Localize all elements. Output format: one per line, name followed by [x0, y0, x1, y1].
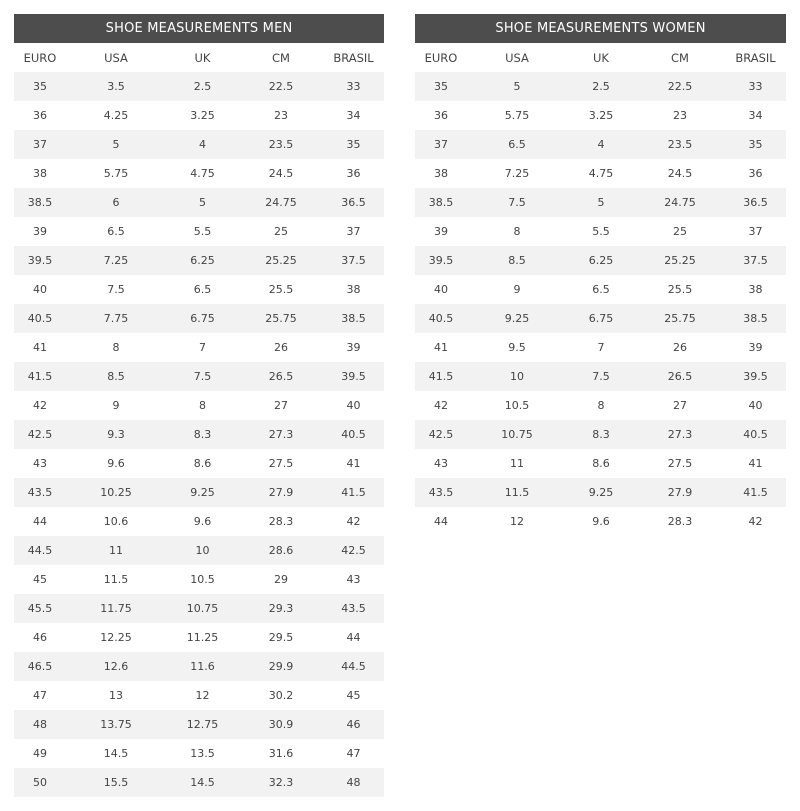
- cell-euro: 42.5: [415, 420, 467, 449]
- cell-euro: 46.5: [14, 652, 66, 681]
- table-row: [415, 391, 786, 420]
- cell-uk: 12.75: [166, 710, 239, 739]
- cell-brasil: 36: [725, 159, 786, 188]
- cell-brasil: 37: [725, 217, 786, 246]
- cell-euro: 39: [14, 217, 66, 246]
- cell-euro: 47: [14, 681, 66, 710]
- women-column-header-usa: USA: [505, 50, 529, 65]
- cell-cm: 25.5: [635, 275, 725, 304]
- table-row: [14, 217, 384, 246]
- cell-brasil: 45: [323, 681, 384, 710]
- cell-euro: 43: [415, 449, 467, 478]
- cell-cm: 25.25: [239, 246, 323, 275]
- cell-usa: 9: [66, 391, 166, 420]
- cell-euro: 37: [14, 130, 66, 159]
- cell-euro: 38: [415, 159, 467, 188]
- men-column-header-euro: EURO: [23, 50, 57, 65]
- men-column-header-cm: CM: [272, 50, 290, 65]
- cell-euro: 42: [415, 391, 467, 420]
- cell-uk: 8.3: [567, 420, 635, 449]
- table-row: [415, 72, 786, 101]
- cell-brasil: 42: [323, 507, 384, 536]
- men-table-body: [14, 72, 384, 797]
- cell-cm: 27.3: [635, 420, 725, 449]
- cell-brasil: 42: [725, 507, 786, 536]
- table-row: [14, 681, 384, 710]
- cell-usa: 12.6: [66, 652, 166, 681]
- cell-usa: 10.6: [66, 507, 166, 536]
- cell-cm: 27.9: [239, 478, 323, 507]
- cell-uk: 2.5: [567, 72, 635, 101]
- cell-euro: 40.5: [415, 304, 467, 333]
- cell-euro: 45: [14, 565, 66, 594]
- cell-uk: 7: [567, 333, 635, 362]
- cell-euro: 49: [14, 739, 66, 768]
- cell-cm: 26: [239, 333, 323, 362]
- cell-brasil: 41.5: [323, 478, 384, 507]
- cell-brasil: 39: [725, 333, 786, 362]
- women-table-title: SHOE MEASUREMENTS WOMEN: [415, 14, 786, 43]
- table-row: [14, 710, 384, 739]
- cell-usa: 8: [66, 333, 166, 362]
- cell-euro: 37: [415, 130, 467, 159]
- cell-usa: 13: [66, 681, 166, 710]
- cell-cm: 23: [635, 101, 725, 130]
- men-column-header-row: [14, 43, 384, 72]
- table-row: [415, 449, 786, 478]
- cell-euro: 38.5: [415, 188, 467, 217]
- cell-brasil: 44: [323, 623, 384, 652]
- cell-cm: 29: [239, 565, 323, 594]
- cell-brasil: 38.5: [725, 304, 786, 333]
- cell-brasil: 33: [323, 72, 384, 101]
- cell-uk: 3.25: [567, 101, 635, 130]
- cell-euro: 38.5: [14, 188, 66, 217]
- cell-euro: 41: [14, 333, 66, 362]
- cell-cm: 25: [239, 217, 323, 246]
- cell-brasil: 36.5: [323, 188, 384, 217]
- table-row: [14, 768, 384, 797]
- cell-euro: 36: [415, 101, 467, 130]
- cell-usa: 6.5: [66, 217, 166, 246]
- cell-uk: 5.5: [567, 217, 635, 246]
- cell-brasil: 37: [323, 217, 384, 246]
- cell-euro: 46: [14, 623, 66, 652]
- cell-euro: 38: [14, 159, 66, 188]
- cell-euro: 39.5: [415, 246, 467, 275]
- men-column-header-brasil: BRASIL: [333, 50, 374, 65]
- cell-brasil: 35: [323, 130, 384, 159]
- cell-uk: 10: [166, 536, 239, 565]
- cell-usa: 10.5: [467, 391, 567, 420]
- cell-cm: 24.5: [239, 159, 323, 188]
- cell-uk: 8: [166, 391, 239, 420]
- cell-uk: 5.5: [166, 217, 239, 246]
- cell-uk: 7.5: [567, 362, 635, 391]
- women-column-header-row: [415, 43, 786, 72]
- cell-usa: 12.25: [66, 623, 166, 652]
- cell-brasil: 40.5: [323, 420, 384, 449]
- cell-usa: 10: [467, 362, 567, 391]
- cell-cm: 24.5: [635, 159, 725, 188]
- cell-cm: 29.9: [239, 652, 323, 681]
- cell-usa: 8.5: [467, 246, 567, 275]
- cell-cm: 27.5: [239, 449, 323, 478]
- table-row: [415, 130, 786, 159]
- cell-cm: 25.75: [635, 304, 725, 333]
- table-row: [415, 362, 786, 391]
- cell-euro: 44: [14, 507, 66, 536]
- cell-euro: 43: [14, 449, 66, 478]
- table-row: [415, 420, 786, 449]
- cell-usa: 11: [66, 536, 166, 565]
- cell-euro: 41: [415, 333, 467, 362]
- table-row: [14, 420, 384, 449]
- cell-brasil: 37.5: [725, 246, 786, 275]
- cell-cm: 28.3: [239, 507, 323, 536]
- women-column-header-euro: EURO: [424, 50, 458, 65]
- cell-cm: 30.9: [239, 710, 323, 739]
- cell-cm: 27.5: [635, 449, 725, 478]
- cell-euro: 36: [14, 101, 66, 130]
- cell-usa: 3.5: [66, 72, 166, 101]
- cell-brasil: 34: [725, 101, 786, 130]
- table-row: [14, 652, 384, 681]
- cell-uk: 3.25: [166, 101, 239, 130]
- cell-uk: 6.25: [166, 246, 239, 275]
- cell-uk: 4.75: [166, 159, 239, 188]
- cell-euro: 43.5: [415, 478, 467, 507]
- cell-uk: 4: [166, 130, 239, 159]
- cell-euro: 41.5: [415, 362, 467, 391]
- cell-usa: 7.75: [66, 304, 166, 333]
- cell-usa: 9.6: [66, 449, 166, 478]
- table-row: [14, 188, 384, 217]
- cell-usa: 6.5: [467, 130, 567, 159]
- cell-cm: 27.9: [635, 478, 725, 507]
- cell-usa: 5: [467, 72, 567, 101]
- table-row: [14, 130, 384, 159]
- cell-usa: 5.75: [66, 159, 166, 188]
- cell-uk: 13.5: [166, 739, 239, 768]
- men-column-header-usa: USA: [104, 50, 128, 65]
- table-row: [415, 159, 786, 188]
- cell-usa: 10.25: [66, 478, 166, 507]
- cell-brasil: 46: [323, 710, 384, 739]
- cell-uk: 11.6: [166, 652, 239, 681]
- table-row: [14, 304, 384, 333]
- table-row: [415, 333, 786, 362]
- cell-usa: 4.25: [66, 101, 166, 130]
- cell-brasil: 39: [323, 333, 384, 362]
- cell-uk: 10.5: [166, 565, 239, 594]
- cell-usa: 8.5: [66, 362, 166, 391]
- cell-brasil: 36.5: [725, 188, 786, 217]
- cell-uk: 9.6: [166, 507, 239, 536]
- cell-usa: 11.5: [66, 565, 166, 594]
- cell-euro: 39: [415, 217, 467, 246]
- table-row: [14, 739, 384, 768]
- cell-usa: 11.5: [467, 478, 567, 507]
- table-row: [415, 304, 786, 333]
- cell-cm: 22.5: [635, 72, 725, 101]
- men-size-table: [14, 14, 384, 797]
- cell-uk: 9.6: [567, 507, 635, 536]
- cell-cm: 26.5: [635, 362, 725, 391]
- cell-cm: 29.3: [239, 594, 323, 623]
- cell-uk: 12: [166, 681, 239, 710]
- cell-uk: 8.3: [166, 420, 239, 449]
- cell-cm: 24.75: [239, 188, 323, 217]
- table-row: [415, 188, 786, 217]
- cell-uk: 9.25: [166, 478, 239, 507]
- cell-euro: 35: [415, 72, 467, 101]
- cell-brasil: 44.5: [323, 652, 384, 681]
- cell-brasil: 38: [725, 275, 786, 304]
- table-row: [14, 362, 384, 391]
- cell-usa: 5: [66, 130, 166, 159]
- cell-cm: 30.2: [239, 681, 323, 710]
- cell-uk: 8.6: [567, 449, 635, 478]
- cell-usa: 11.75: [66, 594, 166, 623]
- cell-usa: 6: [66, 188, 166, 217]
- cell-cm: 25.25: [635, 246, 725, 275]
- men-table-title: SHOE MEASUREMENTS MEN: [14, 14, 384, 43]
- cell-cm: 25: [635, 217, 725, 246]
- men-column-header-uk: UK: [194, 50, 211, 65]
- cell-euro: 40: [14, 275, 66, 304]
- cell-euro: 43.5: [14, 478, 66, 507]
- cell-brasil: 38: [323, 275, 384, 304]
- cell-uk: 4.75: [567, 159, 635, 188]
- cell-cm: 24.75: [635, 188, 725, 217]
- cell-brasil: 41: [323, 449, 384, 478]
- table-row: [14, 623, 384, 652]
- cell-usa: 13.75: [66, 710, 166, 739]
- cell-usa: 11: [467, 449, 567, 478]
- cell-euro: 42: [14, 391, 66, 420]
- cell-brasil: 39.5: [725, 362, 786, 391]
- cell-usa: 14.5: [66, 739, 166, 768]
- cell-cm: 27: [635, 391, 725, 420]
- cell-euro: 48: [14, 710, 66, 739]
- cell-uk: 6.75: [166, 304, 239, 333]
- cell-brasil: 47: [323, 739, 384, 768]
- cell-uk: 6.5: [567, 275, 635, 304]
- cell-uk: 14.5: [166, 768, 239, 797]
- table-row: [415, 507, 786, 536]
- table-row: [14, 246, 384, 275]
- cell-uk: 4: [567, 130, 635, 159]
- cell-cm: 29.5: [239, 623, 323, 652]
- cell-brasil: 43.5: [323, 594, 384, 623]
- cell-usa: 9.25: [467, 304, 567, 333]
- women-column-header-brasil: BRASIL: [735, 50, 776, 65]
- cell-cm: 23: [239, 101, 323, 130]
- cell-brasil: 48: [323, 768, 384, 797]
- cell-brasil: 42.5: [323, 536, 384, 565]
- cell-cm: 23.5: [239, 130, 323, 159]
- cell-usa: 5.75: [467, 101, 567, 130]
- cell-brasil: 41: [725, 449, 786, 478]
- cell-uk: 5: [567, 188, 635, 217]
- cell-usa: 7.25: [66, 246, 166, 275]
- cell-uk: 5: [166, 188, 239, 217]
- table-row: [14, 565, 384, 594]
- table-row: [14, 72, 384, 101]
- cell-brasil: 35: [725, 130, 786, 159]
- table-row: [14, 275, 384, 304]
- cell-euro: 50: [14, 768, 66, 797]
- cell-usa: 7.5: [467, 188, 567, 217]
- table-row: [415, 478, 786, 507]
- cell-cm: 27.3: [239, 420, 323, 449]
- cell-brasil: 40: [323, 391, 384, 420]
- cell-cm: 25.75: [239, 304, 323, 333]
- cell-cm: 32.3: [239, 768, 323, 797]
- cell-cm: 26.5: [239, 362, 323, 391]
- cell-cm: 25.5: [239, 275, 323, 304]
- cell-brasil: 39.5: [323, 362, 384, 391]
- table-row: [14, 159, 384, 188]
- cell-usa: 9.5: [467, 333, 567, 362]
- table-row: [14, 333, 384, 362]
- cell-euro: 39.5: [14, 246, 66, 275]
- cell-uk: 8.6: [166, 449, 239, 478]
- cell-cm: 22.5: [239, 72, 323, 101]
- cell-cm: 28.6: [239, 536, 323, 565]
- cell-brasil: 33: [725, 72, 786, 101]
- cell-euro: 40: [415, 275, 467, 304]
- cell-brasil: 43: [323, 565, 384, 594]
- cell-usa: 9: [467, 275, 567, 304]
- cell-uk: 11.25: [166, 623, 239, 652]
- cell-euro: 42.5: [14, 420, 66, 449]
- women-column-header-uk: UK: [593, 50, 609, 65]
- cell-euro: 35: [14, 72, 66, 101]
- cell-usa: 8: [467, 217, 567, 246]
- cell-uk: 6.75: [567, 304, 635, 333]
- cell-euro: 41.5: [14, 362, 66, 391]
- cell-uk: 6.25: [567, 246, 635, 275]
- cell-brasil: 40.5: [725, 420, 786, 449]
- cell-cm: 31.6: [239, 739, 323, 768]
- cell-cm: 26: [635, 333, 725, 362]
- cell-usa: 15.5: [66, 768, 166, 797]
- cell-uk: 6.5: [166, 275, 239, 304]
- cell-uk: 7.5: [166, 362, 239, 391]
- table-row: [415, 275, 786, 304]
- cell-brasil: 36: [323, 159, 384, 188]
- cell-euro: 45.5: [14, 594, 66, 623]
- table-row: [14, 391, 384, 420]
- women-size-table: [415, 14, 786, 536]
- cell-uk: 2.5: [166, 72, 239, 101]
- cell-euro: 44: [415, 507, 467, 536]
- table-row: [415, 101, 786, 130]
- cell-cm: 27: [239, 391, 323, 420]
- cell-euro: 40.5: [14, 304, 66, 333]
- cell-usa: 7.25: [467, 159, 567, 188]
- table-row: [14, 594, 384, 623]
- table-row: [14, 449, 384, 478]
- cell-uk: 8: [567, 391, 635, 420]
- cell-brasil: 38.5: [323, 304, 384, 333]
- cell-uk: 10.75: [166, 594, 239, 623]
- table-row: [415, 217, 786, 246]
- cell-usa: 10.75: [467, 420, 567, 449]
- cell-usa: 7.5: [66, 275, 166, 304]
- table-row: [14, 101, 384, 130]
- cell-cm: 23.5: [635, 130, 725, 159]
- cell-brasil: 34: [323, 101, 384, 130]
- cell-uk: 7: [166, 333, 239, 362]
- cell-cm: 28.3: [635, 507, 725, 536]
- cell-brasil: 37.5: [323, 246, 384, 275]
- table-row: [14, 536, 384, 565]
- cell-usa: 12: [467, 507, 567, 536]
- table-row: [14, 507, 384, 536]
- cell-brasil: 41.5: [725, 478, 786, 507]
- women-table-body: [415, 72, 786, 536]
- women-column-header-cm: CM: [671, 50, 689, 65]
- cell-usa: 9.3: [66, 420, 166, 449]
- table-row: [415, 246, 786, 275]
- cell-brasil: 40: [725, 391, 786, 420]
- cell-euro: 44.5: [14, 536, 66, 565]
- table-row: [14, 478, 384, 507]
- cell-uk: 9.25: [567, 478, 635, 507]
